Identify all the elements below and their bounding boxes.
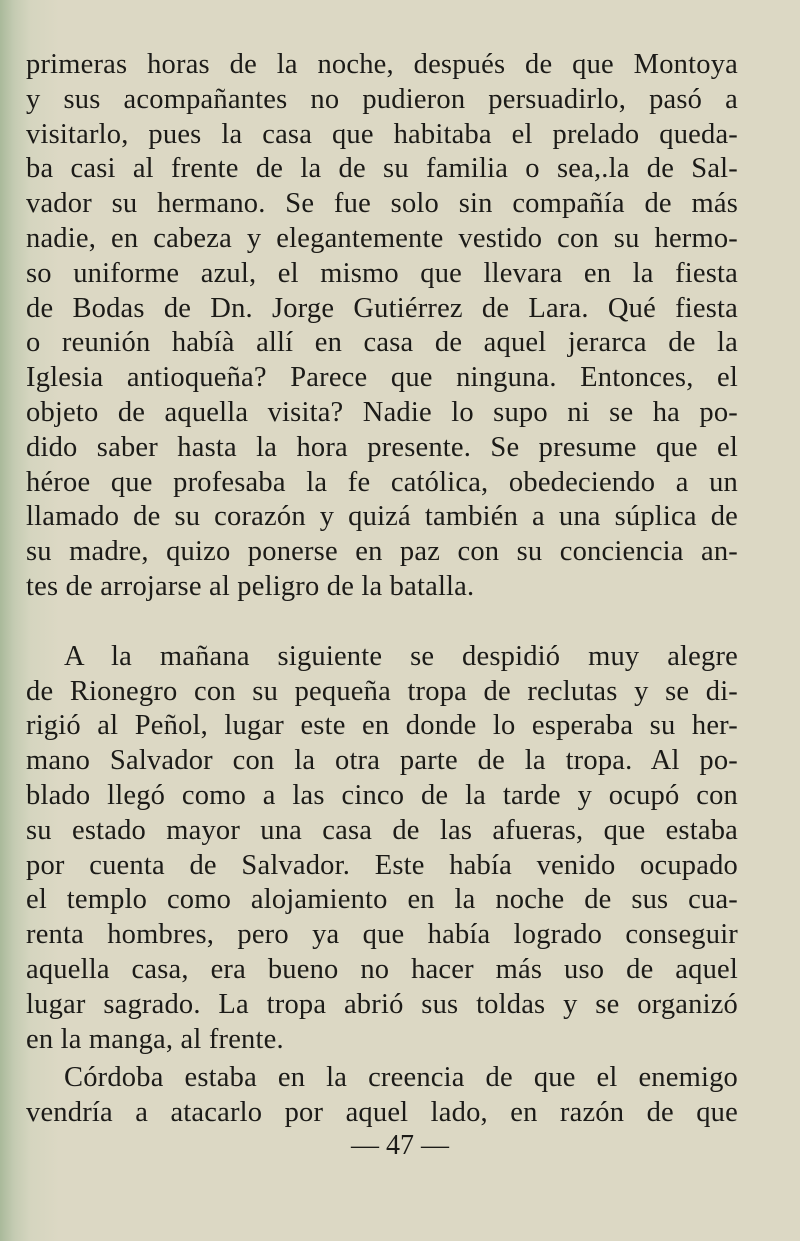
text-line: vador su hermano. Se fue solo sin compañía de más: [26, 188, 738, 220]
text-line: el templo como alojamiento en la noche de sus cua-: [26, 884, 738, 916]
page-body-text: [26, 48, 738, 1131]
text-line: mano Salvador con la otra parte de la tropa. Al po-: [26, 745, 738, 777]
text-line: héroe que profesaba la fe católica, obedeciendo a un: [26, 466, 738, 498]
text-line: renta hombres, pero ya que había logrado conseguir: [26, 919, 738, 951]
text-line: ba casi al frente de la de su familia o sea,.la de Sal-: [26, 153, 738, 185]
text-line: blado llegó como a las cinco de la tarde y ocupó con: [26, 779, 738, 811]
text-line: rigió al Peñol, lugar este en donde lo esperaba su her-: [26, 710, 738, 742]
text-line: Iglesia antioqueña? Parece que ninguna. Entonces, el: [26, 362, 738, 394]
paragraph-3: [26, 1061, 738, 1131]
text-line: su madre, quizo ponerse en paz con su conciencia an-: [26, 536, 738, 568]
text-line: o reunión habíà allí en casa de aquel jerarca de la: [26, 327, 738, 359]
text-line: nadie, en cabeza y elegantemente vestido con su hermo-: [26, 222, 738, 254]
paragraph-2: [26, 640, 738, 1058]
text-line: de Bodas de Dn. Jorge Gutiérrez de Lara. Qué fiesta: [26, 292, 738, 324]
text-line: Córdoba estaba en la creencia de que el enemigo: [64, 1062, 738, 1094]
page-number: — 47 —: [351, 1130, 449, 1161]
text-line: lugar sagrado. La tropa abrió sus toldas y se organizó: [26, 988, 738, 1020]
text-line: objeto de aquella visita? Nadie lo supo ni se ha po-: [26, 396, 738, 428]
text-line: so uniforme azul, el mismo que llevara en la fiesta: [26, 257, 738, 289]
text-line: por cuenta de Salvador. Este había venido ocupado: [26, 849, 738, 881]
text-line: A la mañana siguiente se despidió muy alegre: [64, 640, 738, 672]
text-line: en la manga, al frente.: [26, 1023, 284, 1055]
text-line: primeras horas de la noche, después de que Montoya: [26, 49, 738, 80]
text-line: llamado de su corazón y quizá también a una súplica de: [26, 501, 738, 533]
text-line: de Rionegro con su pequeña tropa de reclutas y se di-: [26, 675, 738, 707]
text-line: y sus acompañantes no pudieron persuadirlo, pasó a: [26, 83, 738, 115]
text-line: vendría a atacarlo por aquel lado, en razón de que: [26, 1097, 738, 1129]
text-line: visitarlo, pues la casa que habitaba el prelado queda-: [26, 118, 738, 150]
paragraph-1: [26, 48, 738, 605]
paragraph-gap: [26, 605, 738, 640]
text-line: aquella casa, era bueno no hacer más uso de aquel: [26, 953, 738, 985]
text-line: tes de arrojarse al peligro de la batalla.: [26, 570, 475, 602]
text-line: su estado mayor una casa de las afueras, que estaba: [26, 814, 738, 846]
text-line: dido saber hasta la hora presente. Se presume que el: [26, 431, 738, 463]
